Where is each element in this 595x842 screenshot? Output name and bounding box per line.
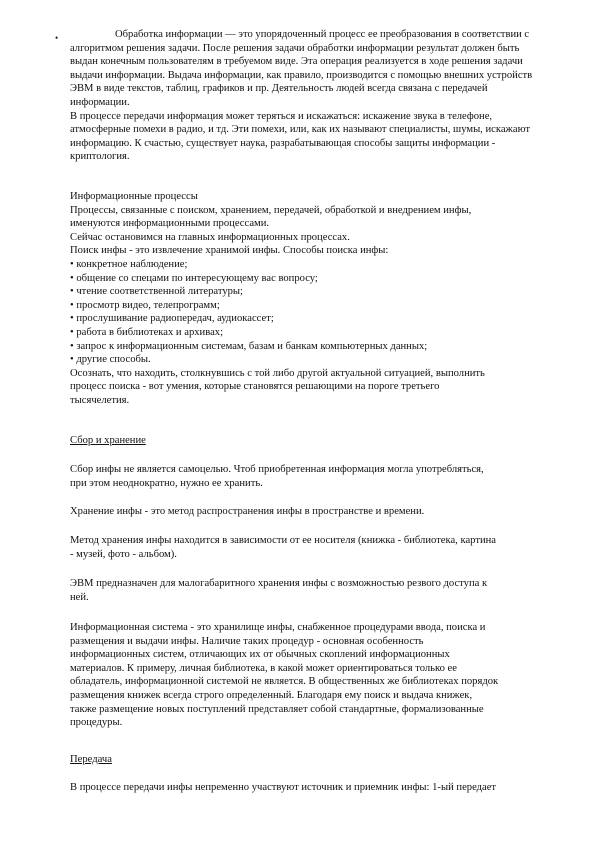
text-line: процедуры. [70,717,123,729]
text-line: Сейчас остановимся на главных информационных процессах. [70,231,350,243]
text-line: - музей, фото - альбом). [70,548,177,560]
text-line: информации - криптология. [70,137,496,163]
text-line: реализуется в ходе решения задачи выдачи информации. Выдача информации, как правило, [70,56,523,81]
text-line: процесс поиска - вот умения, которые становятся решающими на пороге третьего [70,381,440,393]
storage-paragraph-5 [70,621,548,730]
text-line: размещения и выдачи инфы. Наличие таких процедур - основная особенность [70,635,424,647]
list-item: • общение со спецами по интересующему вас вопросу; [70,272,318,284]
section-title: Информационные процессы [70,191,198,202]
transfer-heading: Передача [70,754,112,765]
text-line: Процессы, связанные с поиском, хранением, передачей, обработкой и внедрением инфы, [70,204,472,216]
list-item: • чтение соответственной литературы; [70,286,243,298]
text-line: тысячелетия. [70,394,130,406]
text-line: материалов. К примеру, личная библиотека, в какой может ориентироваться только ее [70,662,457,674]
transfer-paragraph-1 [70,781,548,795]
text-line: Информационная система - это хранилище инфы, снабженное процедурами ввода, поиска и [70,622,486,633]
text-line: Обработка информации — это упорядоченный процесс ее преобразования в [115,29,460,40]
text-line: Хранение инфы - это метод распространения инфы в пространстве и времени. [70,506,425,517]
storage-paragraph-3 [70,534,548,561]
text-line: результат должен быть выдан конечным пользователям в требуемом виде. Эта операция [70,42,520,68]
list-item: • запрос к информационным системам, базам и банкам компьютерных данных; [70,340,428,352]
text-line: при этом неоднократно, нужно ее хранить. [70,477,263,489]
storage-paragraph-4 [70,577,548,604]
text-line: также размещение новых поступлений представляет собой стандартные, формализованные [70,703,484,715]
text-line: В процессе передачи информация может теряться и искажаться: искажение звука в телефоне, [70,110,493,122]
text-line: производится с помощью внешних устройств ЭВМ в виде текстов, таблиц, графиков и пр. [70,69,533,95]
text-line: размещения книжек всегда строго определенный. Благодаря ему поиск и выдача книжек, [70,689,473,701]
storage-paragraph-2 [70,505,548,519]
text-line: атмосферные помехи в радио, и тд. Эти помехи, или, как их называют специалисты, шумы, [70,124,483,136]
intro-paragraph [70,28,545,164]
list-item: • конкретное наблюдение; [70,258,188,270]
text-line: Осознать, что находить, столкнувшись с той либо другой актуальной ситуацией, выполнить [70,367,485,379]
text-line: ЭВМ предназначен для малогабаритного хранения инфы с возможностью резвого доступа к [70,578,488,589]
text-line: Деятельность людей всегда связана с передачей информации. [70,83,488,108]
text-line: обладатель, информационной системой не является. В общественных же библиотеках порядок [70,676,499,688]
text-line: Сбор инфы не является самоцелью. Чтоб приобретенная информация могла употребляться, [70,464,484,475]
text-line: ней. [70,591,89,603]
text-line: информационных систем, отличающих их от обычных скоплений информационных [70,649,450,661]
storage-heading: Сбор и хранение [70,435,146,446]
list-item: • другие способы. [70,354,151,366]
text-line: именуются информационными процессами. [70,218,270,230]
text-line: искажают информацию. К счастью, существует наука, разрабатывающая способы защиты [70,124,530,149]
text-line: В процессе передачи инфы непременно участвуют источник и приемник инфы: 1-ый передает [70,782,497,793]
text-line: соответствии с алгоритмом решения задачи. После решения задачи обработки информации [70,29,530,54]
text-line: Поиск инфы - это извлечение хранимой инфы. Способы поиска инфы: [70,245,389,257]
list-item: • прослушивание радиопередач, аудиокассет; [70,313,274,325]
info-processes-section [70,190,548,408]
storage-paragraph-1 [70,463,548,490]
text-line: Метод хранения инфы находится в зависимости от ее носителя (книжка - библиотека, картина [70,535,496,546]
list-bullet: • [55,33,59,43]
list-item: • работа в библиотеках и архивах; [70,326,224,338]
list-item: • просмотр видео, телепрограмм; [70,299,220,311]
